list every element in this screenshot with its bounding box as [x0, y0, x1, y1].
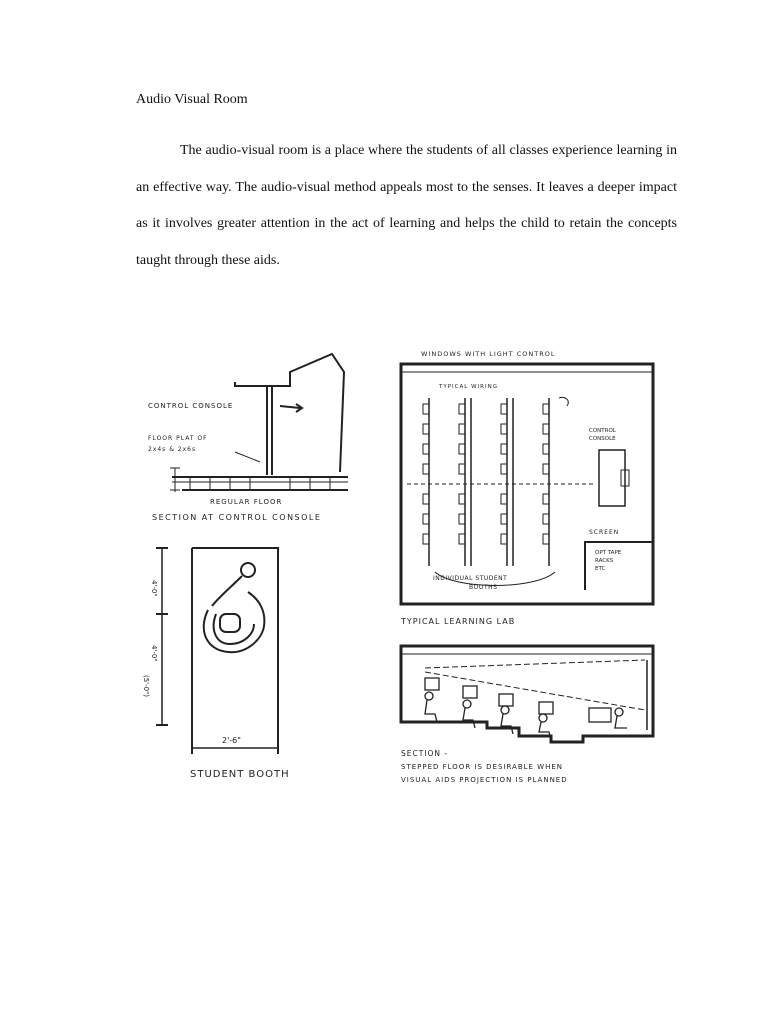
label-typical-wiring: TYPICAL WIRING	[439, 384, 498, 390]
section-control-console-drawing	[140, 350, 380, 530]
section-heading: Audio Visual Room	[136, 92, 248, 107]
caption-typical-learning-lab: TYPICAL LEARNING LAB	[401, 617, 516, 626]
label-regular-floor: REGULAR FLOOR	[210, 498, 283, 506]
label-control-console-line2: CONSOLE	[589, 436, 616, 442]
lab-section-drawing	[395, 640, 670, 800]
student-booth-drawing	[142, 540, 340, 790]
caption-section-control-console: SECTION AT CONTROL CONSOLE	[152, 513, 322, 522]
label-racks-line2: RACKS	[595, 558, 614, 564]
caption-lab-section-line2: STEPPED FLOOR IS DESIRABLE WHEN	[401, 763, 564, 771]
dim-booth-side-line1: 4'-0"	[150, 645, 158, 662]
dim-booth-top: 4'-0"	[150, 580, 158, 597]
label-floor-plat-line2: 2x4s & 2x6s	[148, 446, 197, 453]
label-student-booths-line2: BOOTHS	[469, 584, 498, 591]
caption-lab-section-line1: SECTION -	[401, 749, 449, 758]
label-control-console: CONTROL CONSOLE	[148, 402, 234, 410]
caption-lab-section-line3: VISUAL AIDS PROJECTION IS PLANNED	[401, 776, 568, 784]
label-windows-light-control: WINDOWS WITH LIGHT CONTROL	[421, 350, 556, 358]
label-floor-plat-line1: FLOOR PLAT OF	[148, 435, 208, 442]
learning-lab-plan-drawing	[395, 340, 660, 640]
label-student-booths-line1: INDIVIDUAL STUDENT	[433, 575, 508, 582]
dim-booth-width: 2'-6"	[222, 736, 241, 745]
label-racks-line1: OPT TAPE	[595, 550, 622, 556]
dim-booth-side-line2: (5'-0")	[142, 675, 150, 698]
body-paragraph: The audio-visual room is a place where the students of all classes experience learning in an effective way. The audio-visual method appeals most to the senses. It leaves a deeper impact as it involves greater attention in the act of learning and helps the child to retain the concepts taught through these aids.	[136, 143, 677, 268]
label-racks-line3: ETC	[595, 566, 606, 572]
label-control-console-line1: CONTROL	[589, 428, 616, 434]
label-screen: SCREEN	[589, 529, 620, 536]
caption-student-booth: STUDENT BOOTH	[190, 769, 290, 780]
